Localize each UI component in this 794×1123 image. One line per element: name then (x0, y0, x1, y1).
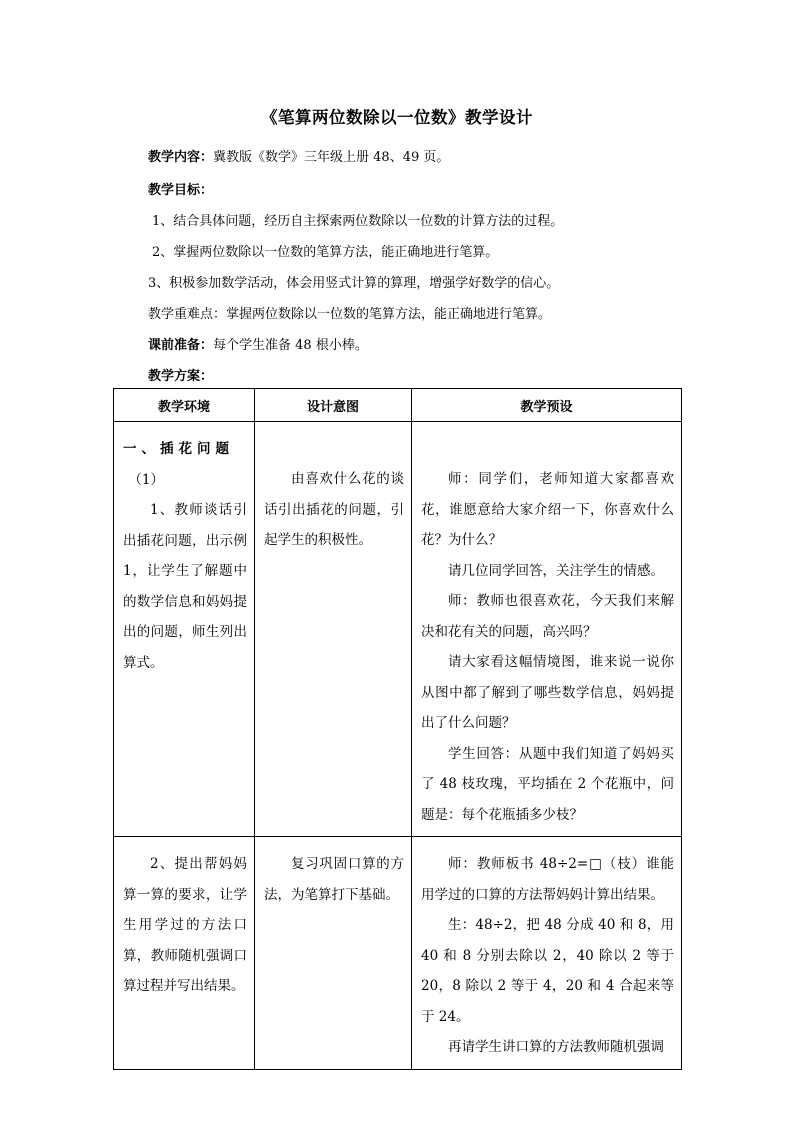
preset-paragraph: 师：教师板书 48÷2=□（枝）谁能用学过的口算的方法帮妈妈计算出结果。 (421, 856, 674, 903)
row2-intent (255, 837, 412, 1070)
intent-text: 复习巩固口算的方法，为笔算打下基础。 (264, 856, 404, 903)
preset-paragraph: 请大家看这幅情境图，谁来说一说你从图中都了解到了哪些数学信息，妈妈提出了什么问题？ (421, 654, 674, 731)
goal-item-3: 3、积极参加数学活动，体会用竖式计算的算理，增强学好数学的信心。 (148, 276, 560, 291)
preset-paragraph: 再请学生讲口算的方法教师随机强调 (448, 1039, 664, 1055)
goals-label: 教学目标： (148, 183, 214, 198)
row2-environment (114, 837, 255, 1070)
section-heading: 一、插花问题 (123, 441, 234, 457)
preset-paragraph: 请几位同学回答，关注学生的情感。 (448, 562, 664, 579)
header-intent: 设计意图 (255, 389, 412, 422)
preset-paragraph: 学生回答：从题中我们知道了妈妈买了 48 枝玫瑰，平均插在 2 个花瓶中，问题是：每个花瓶插多少枝？ (421, 745, 674, 823)
header-environment: 教学环境 (114, 389, 255, 422)
section-subheading: （1） (128, 471, 164, 488)
goal-item-2: 2、掌握两位数除以一位数的笔算方法，能正确地进行笔算。 (152, 245, 499, 260)
prep-value: 每个学生准备 48 根小棒。 (213, 338, 368, 353)
table-row (114, 422, 682, 837)
prep-line (148, 334, 368, 353)
row1-intent (255, 422, 412, 837)
content-label: 教学内容： (148, 150, 214, 165)
environment-text: 2、提出帮妈妈算一算的要求，让学生用学过的方法口算，教师随机强调口算过程并写出结果。 (123, 856, 247, 994)
preset-paragraph: 师：同学们，老师知道大家都喜欢花，谁愿意给大家介绍一下，你喜欢什么花？为什么？ (421, 471, 674, 548)
plan-label: 教学方案： (148, 369, 214, 384)
preset-paragraph: 生：48÷2，把 48 分成 40 和 8，用 40 和 8 分别去除以 2，40 除以 2 等于 20，8 除以 2 等于 4，20 和 4 合起来等于 24。 (421, 917, 674, 1025)
row1-preset (412, 422, 682, 837)
table-header-row (114, 389, 682, 422)
goal-item-1: 1、结合具体问题，经历自主探索两位数除以一位数的计算方法的过程。 (152, 214, 564, 229)
header-preset: 教学预设 (412, 389, 682, 422)
preset-paragraph: 师：教师也很喜欢花，今天我们来解决和花有关的问题，高兴吗？ (421, 593, 674, 640)
environment-text: 1、教师谈话引出插花问题，出示例 1，让学生了解题中的数学信息和妈妈提出的问题，师生列出算式。 (123, 502, 247, 671)
row2-preset (412, 837, 682, 1070)
plan-table (113, 388, 682, 1070)
intent-text: 由喜欢什么花的谈话引出插花的问题，引起学生的积极性。 (264, 471, 404, 548)
prep-label: 课前准备： (148, 338, 214, 353)
document-title: 《笔算两位数除以一位数》教学设计 (261, 108, 533, 127)
row1-environment (114, 422, 255, 837)
key-points-line: 教学重难点：掌握两位数除以一位数的笔算方法，能正确地进行笔算。 (148, 307, 552, 322)
table-row (114, 837, 682, 1070)
content-value: 冀教版《数学》三年级上册 48、49 页。 (213, 150, 450, 165)
content-line (148, 146, 449, 165)
